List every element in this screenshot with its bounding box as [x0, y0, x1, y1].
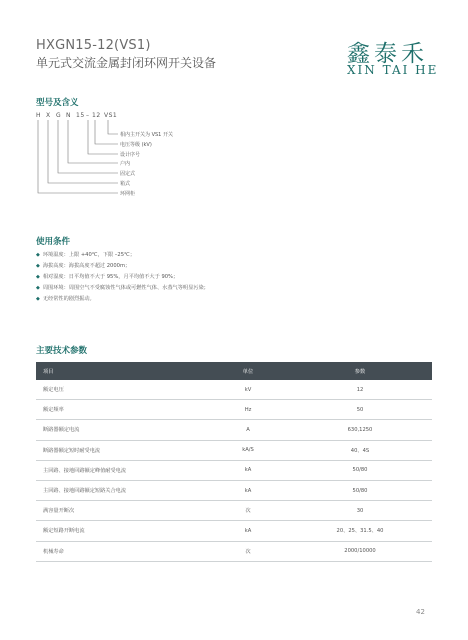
model-annotation: 相内主开关为 VS1 开关 — [120, 132, 173, 138]
model-annotation: 环网柜 — [120, 191, 136, 197]
condition-text: 无经常性的剧烈振动。 — [42, 296, 95, 302]
condition-text: 周围环境：周围空气不受腐蚀性气体或可燃性气体、水蒸气等明显污染； — [42, 285, 209, 291]
bullet-icon: ◆ — [36, 296, 40, 302]
param-unit: 次 — [208, 501, 288, 521]
param-name: 主回路、接地回路额定短路关合电流 — [36, 480, 208, 500]
table-row — [36, 420, 432, 440]
model-code-part: 12 — [92, 112, 101, 119]
bullet-icon: ◆ — [36, 252, 40, 258]
condition-text: 相对湿度：日平均值不大于 95%，月平均值不大于 90%； — [42, 274, 179, 280]
param-name: 主回路、接地回路额定峰值耐受电流 — [36, 460, 208, 480]
param-name: 额定频率 — [36, 400, 208, 420]
brand-logo-chinese: 鑫泰禾 — [347, 41, 428, 67]
condition-item — [36, 273, 178, 280]
conditions-section-title: 使用条件 — [36, 237, 71, 247]
param-value: 630,1250 — [288, 420, 432, 440]
param-value: 50/80 — [288, 480, 432, 500]
condition-item — [36, 284, 209, 291]
param-unit: Hz — [208, 400, 288, 420]
model-annotation: 箱式 — [120, 181, 131, 187]
bullet-icon: ◆ — [36, 285, 40, 291]
model-annotation: 电压等级 (kV) — [120, 142, 152, 148]
model-section-title: 型号及含义 — [36, 98, 79, 108]
model-code-part: VS1 — [104, 112, 118, 119]
brand-logo-english: XIN TAI HE — [347, 63, 439, 77]
model-annotation: 户内 — [120, 161, 131, 167]
model-code-part: X — [46, 112, 51, 119]
param-value: 2000/10000 — [288, 541, 432, 561]
product-name: 单元式交流金属封闭环网开关设备 — [36, 56, 217, 70]
table-row — [36, 440, 432, 460]
param-value: 20、25、31.5、40 — [288, 521, 432, 541]
condition-item — [36, 262, 130, 269]
param-value: 50 — [288, 400, 432, 420]
param-value: 40、4S — [288, 440, 432, 460]
param-name: 额定电压 — [36, 380, 208, 400]
model-annotation: 固定式 — [120, 171, 136, 177]
condition-text: 环境温度：上限 +40℃，下限 –25℃； — [42, 252, 136, 258]
model-code-part: H — [36, 112, 42, 119]
model-code-part: 15 — [76, 112, 85, 119]
param-unit: A — [208, 420, 288, 440]
table-header-row — [36, 362, 432, 380]
model-code-part: N — [66, 112, 71, 119]
param-value: 50/80 — [288, 460, 432, 480]
param-unit: kA — [208, 460, 288, 480]
param-value: 12 — [288, 380, 432, 400]
table-row — [36, 521, 432, 541]
param-name: 断路器额定短时耐受电流 — [36, 440, 208, 460]
condition-text: 海拔高度：海拔高度不超过 2000m； — [42, 263, 131, 269]
table-row — [36, 400, 432, 420]
page-number: 42 — [416, 608, 425, 616]
param-value: 30 — [288, 501, 432, 521]
table-row — [36, 460, 432, 480]
param-name: 额定短路开断电流 — [36, 521, 208, 541]
param-name: 满容量开断次 — [36, 501, 208, 521]
param-unit: 次 — [208, 541, 288, 561]
param-unit: kV — [208, 380, 288, 400]
model-code-part: – — [86, 112, 90, 119]
table-row — [36, 380, 432, 400]
params-section-title: 主要技术参数 — [36, 346, 88, 356]
model-code-part: G — [56, 112, 62, 119]
table-row — [36, 501, 432, 521]
params-table — [36, 362, 432, 562]
model-annotation: 设计序号 — [120, 152, 141, 158]
table-row — [36, 480, 432, 500]
bullet-icon: ◆ — [36, 274, 40, 280]
param-name: 断路器额定电流 — [36, 420, 208, 440]
condition-item — [36, 251, 135, 258]
param-unit: kA/S — [208, 440, 288, 460]
param-unit: kA — [208, 480, 288, 500]
param-unit: kA — [208, 521, 288, 541]
param-name: 机械寿命 — [36, 541, 208, 561]
product-code: HXGN15-12(VS1) — [36, 38, 151, 53]
column-header-item: 项目 — [43, 368, 54, 375]
condition-item — [36, 295, 95, 302]
bullet-icon: ◆ — [36, 263, 40, 269]
column-header-value: 参数 — [354, 368, 366, 375]
column-header-unit: 单位 — [242, 368, 254, 375]
table-row — [36, 541, 432, 561]
